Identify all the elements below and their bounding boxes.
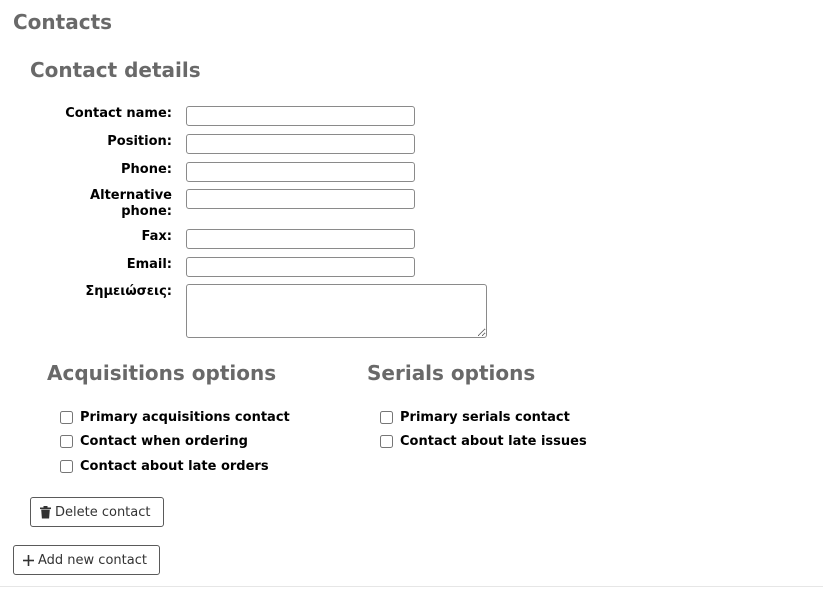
alternative-phone-label (30, 188, 172, 220)
fax-label: Fax: (141, 229, 172, 244)
plus-icon (23, 555, 34, 566)
contact-when-ordering-row (60, 434, 248, 449)
phone-label: Phone: (121, 162, 172, 177)
primary-acquisitions-contact-checkbox[interactable] (60, 411, 73, 424)
phone-input[interactable] (186, 162, 415, 182)
position-label: Position: (107, 134, 172, 149)
delete-contact-label: Delete contact (55, 504, 151, 520)
contact-about-late-orders-checkbox[interactable] (60, 460, 73, 473)
contact-when-ordering-checkbox[interactable] (60, 435, 73, 448)
primary-serials-contact-checkbox[interactable] (380, 411, 393, 424)
primary-serials-contact-label[interactable]: Primary serials contact (400, 410, 570, 425)
section-title-contact-details: Contact details (30, 58, 201, 82)
primary-acquisitions-contact-row (60, 410, 290, 425)
contact-when-ordering-label[interactable]: Contact when ordering (80, 434, 248, 449)
page-title: Contacts (13, 10, 113, 34)
bottom-divider (0, 586, 823, 587)
add-new-contact-button[interactable] (13, 545, 160, 575)
primary-acquisitions-contact-label[interactable]: Primary acquisitions contact (80, 410, 290, 425)
position-input[interactable] (186, 134, 415, 154)
email-input[interactable] (186, 257, 415, 277)
contact-about-late-issues-label[interactable]: Contact about late issues (400, 434, 587, 449)
alternative-phone-label-line2: phone: (121, 204, 172, 219)
alternative-phone-label-line1: Alternative (90, 188, 172, 203)
contact-name-label: Contact name: (65, 106, 172, 121)
primary-serials-contact-row (380, 410, 570, 425)
contact-about-late-issues-checkbox[interactable] (380, 435, 393, 448)
acquisitions-options-title: Acquisitions options (47, 361, 277, 385)
add-new-contact-label: Add new contact (38, 552, 147, 568)
serials-options-title: Serials options (367, 361, 536, 385)
contact-about-late-issues-row (380, 434, 587, 449)
notes-textarea[interactable] (186, 284, 487, 338)
trash-icon (40, 506, 51, 519)
email-label: Email: (126, 257, 172, 272)
contact-name-input[interactable] (186, 106, 415, 126)
delete-contact-button[interactable] (30, 497, 164, 527)
contact-about-late-orders-row (60, 459, 269, 474)
fax-input[interactable] (186, 229, 415, 249)
notes-label: Σημειώσεις: (85, 284, 172, 299)
alternative-phone-input[interactable] (186, 189, 415, 209)
contact-about-late-orders-label[interactable]: Contact about late orders (80, 459, 269, 474)
